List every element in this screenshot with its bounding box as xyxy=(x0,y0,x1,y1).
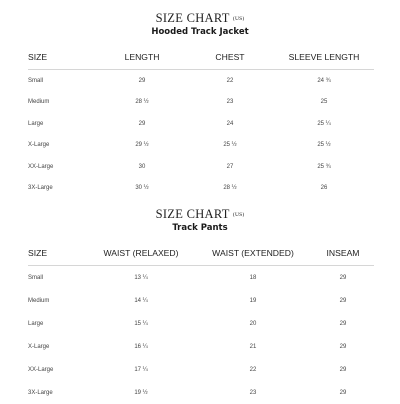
pants-chart-unit: (US) xyxy=(232,212,245,218)
table-row xyxy=(28,178,374,200)
size-cell: Medium xyxy=(28,297,50,304)
table-row xyxy=(28,113,374,135)
size-cell: 3X-Large xyxy=(28,185,53,192)
waist-extended-cell: 23 xyxy=(249,389,257,396)
chest-cell: 24 xyxy=(226,120,234,127)
inseam-cell: 29 xyxy=(339,389,347,396)
size-cell: X-Large xyxy=(28,142,50,149)
inseam-cell: 29 xyxy=(339,297,347,304)
length-cell: 30 ½ xyxy=(135,185,149,192)
table-row xyxy=(28,289,374,312)
length-cell: 29 xyxy=(138,77,146,84)
size-cell: XX-Large xyxy=(28,163,54,170)
pants-product-name: Track Pants xyxy=(172,223,228,233)
size-cell: XX-Large xyxy=(28,366,54,373)
table-row xyxy=(28,335,374,358)
table-row xyxy=(28,135,374,157)
inseam-cell: 29 xyxy=(339,343,347,350)
size-cell: Large xyxy=(28,120,44,127)
waist-extended-cell: 22 xyxy=(249,366,257,373)
table-row xyxy=(28,381,374,404)
sleeve-length-cell: 25 ¼ xyxy=(317,120,331,127)
jacket-chart-heading xyxy=(0,11,400,26)
size-cell: Small xyxy=(28,77,44,84)
table-row xyxy=(28,156,374,178)
column-header-length: LENGTH xyxy=(98,45,186,70)
waist-relaxed-cell: 15 ¼ xyxy=(134,320,148,327)
chest-cell: 23 xyxy=(226,99,234,106)
chest-cell: 25 ½ xyxy=(223,142,237,149)
pants-section xyxy=(0,207,400,234)
column-header-size: SIZE xyxy=(28,241,88,266)
inseam-cell: 29 xyxy=(339,274,347,281)
table-header-row xyxy=(28,241,374,266)
jacket-chart-title: SIZE CHART xyxy=(155,11,230,25)
column-header-size: SIZE xyxy=(28,45,98,70)
size-cell: X-Large xyxy=(28,343,50,350)
chest-cell: 22 xyxy=(226,77,234,84)
waist-extended-cell: 21 xyxy=(249,343,257,350)
waist-relaxed-cell: 17 ¼ xyxy=(134,366,148,373)
chest-cell: 27 xyxy=(226,163,234,170)
size-cell: Small xyxy=(28,274,44,281)
column-header-waist-relaxed: WAIST (RELAXED) xyxy=(88,241,194,266)
waist-relaxed-cell: 14 ¼ xyxy=(134,297,148,304)
length-cell: 28 ½ xyxy=(135,99,149,106)
inseam-cell: 29 xyxy=(339,366,347,373)
waist-extended-cell: 19 xyxy=(249,297,257,304)
sleeve-length-cell: 25 ½ xyxy=(317,142,331,149)
table-header-row xyxy=(28,45,374,70)
jacket-chart-unit: (US) xyxy=(232,16,245,22)
waist-extended-cell: 18 xyxy=(249,274,257,281)
size-cell: Large xyxy=(28,320,44,327)
table-row xyxy=(28,266,374,290)
column-header-sleeve-length: SLEEVE LENGTH xyxy=(274,45,374,70)
waist-extended-cell: 20 xyxy=(249,320,257,327)
pants-chart-title: SIZE CHART xyxy=(155,207,230,221)
length-cell: 29 xyxy=(138,120,146,127)
waist-relaxed-cell: 16 ¼ xyxy=(134,343,148,350)
column-header-waist-extended: WAIST (EXTENDED) xyxy=(194,241,312,266)
sleeve-length-cell: 24 ¾ xyxy=(317,77,331,84)
sleeve-length-cell: 26 xyxy=(320,185,328,192)
jacket-product-name: Hooded Track Jacket xyxy=(151,27,249,37)
sleeve-length-cell: 25 xyxy=(320,99,328,106)
length-cell: 29 ½ xyxy=(135,142,149,149)
table-row xyxy=(28,70,374,92)
column-header-chest: CHEST xyxy=(186,45,274,70)
inseam-cell: 29 xyxy=(339,320,347,327)
waist-relaxed-cell: 19 ½ xyxy=(134,389,148,396)
pants-chart-heading xyxy=(0,207,400,222)
sleeve-length-cell: 25 ¾ xyxy=(317,163,331,170)
size-cell: Medium xyxy=(28,99,50,106)
chest-cell: 28 ½ xyxy=(223,185,237,192)
size-cell: 3X-Large xyxy=(28,389,53,396)
jacket-size-table xyxy=(28,45,374,199)
column-header-inseam: INSEAM xyxy=(312,241,374,266)
table-row xyxy=(28,312,374,335)
pants-size-table xyxy=(28,241,374,404)
table-row xyxy=(28,92,374,114)
table-row xyxy=(28,358,374,381)
waist-relaxed-cell: 13 ¼ xyxy=(134,274,148,281)
length-cell: 30 xyxy=(138,163,146,170)
jacket-section xyxy=(0,11,400,38)
